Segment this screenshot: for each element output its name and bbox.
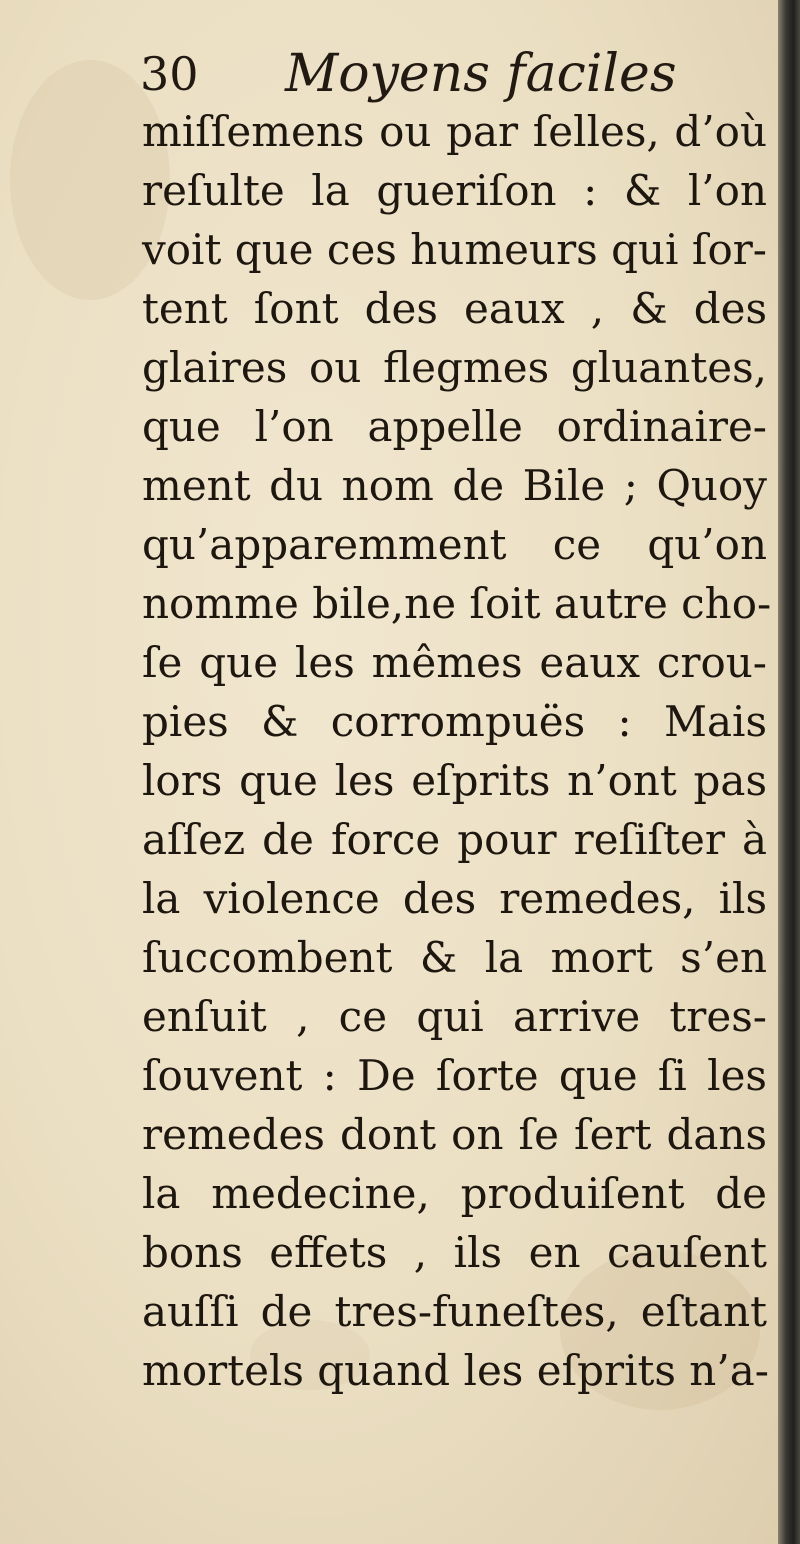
text-line: ment du nom de Bile ; Quoy <box>142 461 767 510</box>
page-header <box>140 42 760 106</box>
text-line: bons effets , ils en cauſent <box>142 1228 767 1277</box>
page-number: 30 <box>140 47 199 101</box>
text-line: pies & corrompuës : Mais <box>142 697 767 746</box>
text-line: ſuccombent & la mort s’en <box>142 933 767 982</box>
text-line: nomme bile,ne ſoit autre cho- <box>142 579 772 628</box>
text-line: glaires ou flegmes gluantes, <box>142 343 767 392</box>
text-line: remedes dont on ſe ſert dans <box>142 1110 767 1159</box>
text-line: enſuit , ce qui arrive tres- <box>142 992 767 1041</box>
running-title: Moyens faciles <box>285 44 677 104</box>
text-line: lors que les eſprits n’ont pas <box>142 756 767 805</box>
text-line: ſouvent : De ſorte que ſi les <box>142 1051 767 1100</box>
page-edge-shadow <box>778 0 800 1544</box>
text-line: voit que ces humeurs qui ſor- <box>142 225 767 274</box>
text-line: qu’apparemment ce qu’on <box>142 520 767 569</box>
text-line: miſſemens ou par ſelles, d’où <box>142 107 767 156</box>
text-line: la medecine, produiſent de <box>142 1169 767 1218</box>
text-line: que l’on appelle ordinaire- <box>142 402 767 451</box>
text-line: mortels quand les eſprits n’a- <box>142 1346 769 1395</box>
text-line: reſulte la gueriſon : & l’on <box>142 166 767 215</box>
text-line: la violence des remedes, ils <box>142 874 767 923</box>
text-line: ſe que les mêmes eaux crou- <box>142 638 767 687</box>
text-line: auſſi de tres-funeſtes, eſtant <box>142 1287 767 1336</box>
text-line: tent ſont des eaux , & des <box>142 284 767 333</box>
body-text <box>142 102 772 1400</box>
text-line: aſſez de force pour reſiſter à <box>142 815 767 864</box>
